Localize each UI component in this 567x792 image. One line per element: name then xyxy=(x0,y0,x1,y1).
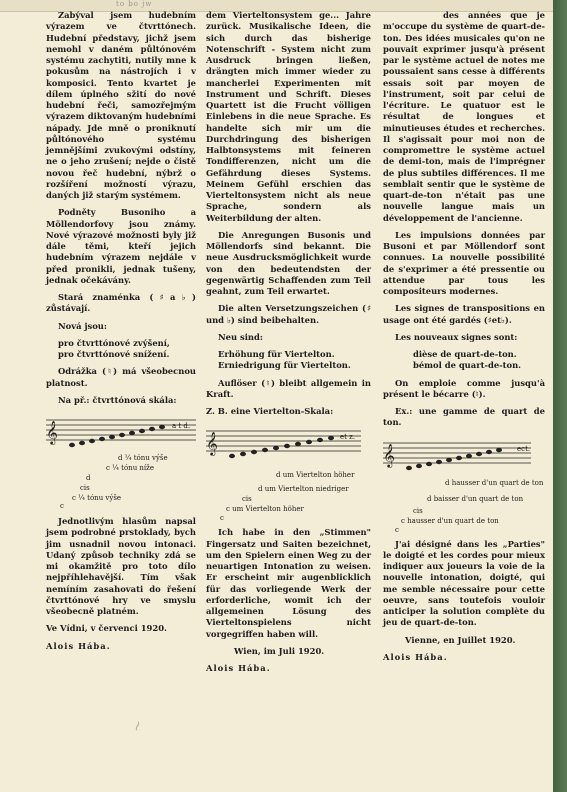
cz-nova-1: pro čtvrttónové zvýšení, xyxy=(58,337,170,348)
de-signature: Alois Hába. xyxy=(206,663,271,673)
svg-text:𝄞: 𝄞 xyxy=(383,442,395,467)
de-paragraph-5: Ich habe in den „Stimmen" Fingersatz und Saiten bezeichnet, um den Spielern einen Weg zu der neuartigen Intonation zu weisen. Er erscheint mir augenblicklich für das vorliegende Werk der erforderliche, womit ich der allgemeinen Lösung des Vierteltonspielens nicht vorgegriffen haben will. xyxy=(206,527,371,639)
de-note-c: c xyxy=(220,514,224,523)
fr-date: Vienne, en Juillet 1920. xyxy=(405,634,516,645)
cz-note-c: c xyxy=(60,502,64,510)
fr-neu-2: bémol de quart-de-ton. xyxy=(413,360,522,371)
fr-note-etc: ect. xyxy=(517,444,531,453)
fr-intro: des années que je m'occupe du système de quart-de-ton. Des idées musicales qu'on ne pouvait exprimer jusqu'à présent par le système actuel de notes me poussaient sans cesse à différents essais soit par moyen de l'instrument, soit par celui de l'écriture. Le quatuor est le résultat de longues et minutieuses études et recherches. Il s'agissait pour moi non de compromettre le système actuel de demi-ton, mais de l'imprégner de plus subtiles différences. Il me semblait sentir que le système de quart-de-ton n'était pas une nouvelle langue mais un développement de l'ancienne. xyxy=(383,10,545,223)
cz-note-etc: a t d. xyxy=(172,422,191,430)
fr-becarre: On emploie comme jusqu'à présent le bécarre (♮). xyxy=(383,377,545,399)
czech-column xyxy=(46,10,196,658)
fr-example-label: Ex.: une gamme de quart de ton. xyxy=(383,406,545,428)
cz-paragraph-5: Jednotlivým hlasům napsal jsem podrobné prstoklady, bych jim usnadnil novou intonaci. Udaný způsob techniky zdá se mi okamžitě pro toto dílo nejpříhlehavější. Tím však nemíním zasahovati do řešení čtvrttónové hry ve smyslu všeobecně platném. xyxy=(46,516,196,616)
cz-intro: Zabýval jsem hudebním výrazem ve čtvrttónech. Hudební představy, jichž jsem nemohl v daném půltónovém systému zachytiti, nutily mne k pokusům na nástrojích i v komposici. Tento kvartet je dílem úplného sžití do nové hudební řeči, samozřejmým výrazem diktovaným hudebními nápady. Jde mně o proniknutí půltónového systému jemnějšími zvukovými odstíny, ne o jeho zrušení; nejde o čistě novou řeč hudební, nýbrž o rozšíření možností výrazu, daných již starým systémem. xyxy=(46,10,196,200)
de-paragraph-3: Die alten Versetzungszeichen (♯ und ♭) sind beibehalten. xyxy=(206,303,371,325)
cz-note-d-up: d ¼ tónu výše xyxy=(118,454,168,462)
cz-example-label: Na př.: čtvrttónová skála: xyxy=(58,394,177,405)
cz-signature: Alois Hába. xyxy=(46,640,111,651)
cz-scale-staff xyxy=(46,412,196,512)
german-column xyxy=(206,10,371,680)
fr-paragraph-3: Les signes de transpositions en usage ont été gardés (♯et♭). xyxy=(383,303,545,325)
de-neu-1: Erhöhung für Viertelton. xyxy=(218,349,335,359)
de-aufloeser: Auflöser (♮) bleibt allgemein in Kraft. xyxy=(206,377,371,399)
fr-note-d-down: d baisser d'un quart de ton xyxy=(427,494,524,503)
cz-date: Ve Vídni, v červenci 1920. xyxy=(46,623,167,634)
fr-signature: Alois Hába. xyxy=(383,651,448,662)
green-cover-edge xyxy=(553,0,567,792)
de-neu-2: Erniedrigung für Viertelton. xyxy=(218,360,351,371)
svg-text:𝄞: 𝄞 xyxy=(46,420,58,444)
de-scale-staff xyxy=(206,423,371,523)
cz-note-c-down: c ¼ tónu níže xyxy=(106,464,155,472)
cz-staff-lines xyxy=(46,412,196,452)
french-column xyxy=(383,10,545,669)
cz-note-c-up: c ¼ tónu výše xyxy=(72,494,122,502)
cz-note-d: d xyxy=(86,474,91,482)
de-note-d-down: d um Viertelton niedriger xyxy=(258,485,349,494)
de-intro: dem Vierteltonsystem ge... Jahre zurück. Musikalische Ideen, die sich durch das bisherige Notenschrift - System nicht zum Ausdruck bringen ließen, drängten mich immer wieder zu mancherlei Experimenten mit Instrument und Schrift. Dieses Quartett ist die Frucht völligen Einlebens in die neue Sprache. Es handelte sich mir um die Durchdringung des bisherigen Halbtonsystems mit feineren Tondifferenzen, nicht um die Gefährdung dieses Systems. Meinem Gefühl erschien das Vierteltonsystem nicht als neue Sprache, sondern als Weiterbildung der alten. xyxy=(206,10,371,223)
fr-note-c: c xyxy=(395,525,399,534)
fr-note-c-up: c hausser d'un quart de ton xyxy=(401,516,499,525)
fr-scale-staff xyxy=(383,435,545,535)
cz-paragraph-3: Stará znaménka (♯a♭) zůstávají. xyxy=(46,292,196,314)
de-example-label: Z. B. eine Viertelton-Skala: xyxy=(206,406,334,416)
pencil-scribble: ~ xyxy=(128,717,148,735)
de-note-etc: et z. xyxy=(340,433,356,442)
svg-text:𝄞: 𝄞 xyxy=(206,431,218,456)
de-neu-label: Neu sind: xyxy=(218,331,263,342)
cz-note-cis: cis xyxy=(80,484,90,492)
de-staff-lines xyxy=(206,423,371,463)
de-paragraph-2: Die Anregungen Busonis und Möllendorfs sind bekannt. Die neue Ausdrucksmöglichkeit wurde von den bedeutendsten der gegenwärtig Schaffenden zum Teil geahnt, zum Teil erwartet. xyxy=(206,229,371,296)
fr-neu-1: dièse de quart-de-ton. xyxy=(413,349,517,359)
de-note-d-up: d um Viertelton höher xyxy=(276,471,355,480)
fr-paragraph-2: Les impulsions données par Busoni et par Möllendorf sont connues. La nouvelle possibilité de s'exprimer a été pressentie ou attendue par tous les compositeurs modernes. xyxy=(383,229,545,296)
de-note-c-up: c um Viertelton höher xyxy=(226,505,304,514)
fr-note-cis: cis xyxy=(413,506,423,515)
fr-neu-label: Les nouveaux signes sont: xyxy=(395,331,518,342)
de-date: Wien, im Juli 1920. xyxy=(234,645,325,656)
cz-paragraph-2: Podněty Busoniho a Möllendorfovy jsou známy. Nové výrazové možnosti byly již dále těmi, kteří jejich hudebním výrazem nejdále v před pronikli, jednak tušeny, jednak očekávány. xyxy=(46,207,196,285)
fr-staff-lines xyxy=(383,435,545,475)
cz-odrazka: Odrážka (♮) má všeobecnou platnost. xyxy=(46,366,196,388)
top-strip-text: to bo jw xyxy=(116,0,153,8)
cz-nova-2: pro čtvrttónové snížení. xyxy=(58,349,170,359)
cz-nova-label: Nová jsou: xyxy=(58,320,107,331)
de-note-cis: cis xyxy=(242,495,252,504)
fr-paragraph-5: J'ai désigné dans les „Parties" le doigté et les cordes pour mieux indiquer aux joueurs la voie de la nouvelle intonation, doigté, qui me semble nécessaire pour cette oeuvre, sans toutefois vouloir anticiper la solution complète du jeu de quart-de-ton. xyxy=(383,538,545,628)
fr-note-d-up: d hausser d'un quart de ton xyxy=(445,478,544,487)
